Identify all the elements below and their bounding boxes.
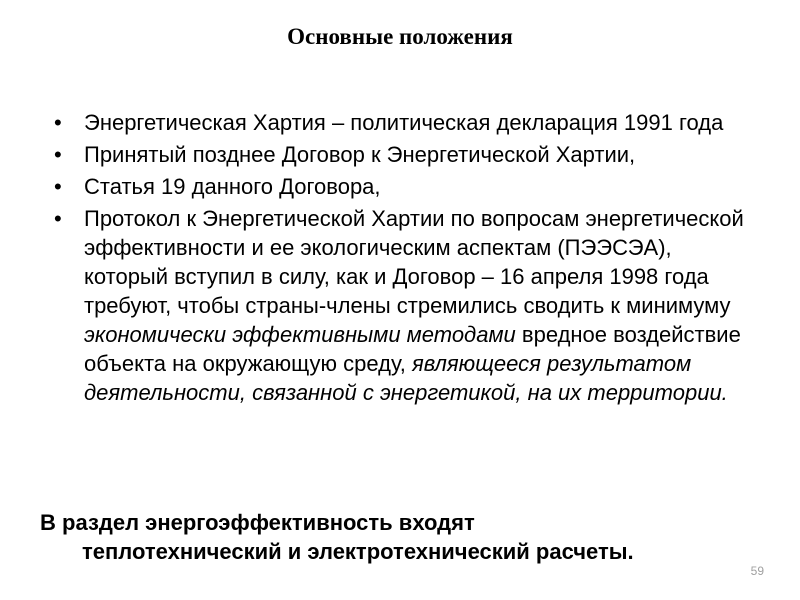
bullet-marker: • (54, 110, 62, 135)
list-item (48, 108, 748, 137)
bullet-marker: • (54, 206, 62, 231)
conclusion-text (40, 508, 760, 566)
slide-title: Основные положения (287, 24, 513, 49)
bullet-text-part: Протокол к Энергетической Хартии по вопросам энергетической эффективности и ее экологическим аспектам (ПЭЭСЭА), который вступил в силу, как и Договор – 16 апреля 1998 года требуют, чтобы страны-члены стремились сводить к минимуму (84, 206, 744, 318)
bullet-italic-text: экономически эффективными методами (84, 322, 516, 347)
page-number: 59 (750, 564, 764, 578)
conclusion-line-1: В раздел энергоэффективность входят (40, 510, 475, 535)
bullet-text: Принятый позднее Договор к Энергетической Хартии, (84, 142, 636, 167)
bullet-list (48, 108, 748, 410)
list-item (48, 204, 748, 407)
bullet-text: Энергетическая Хартия – политическая декларация 1991 года (84, 110, 724, 135)
bullet-text: Статья 19 данного Договора, (84, 174, 381, 199)
list-item (48, 140, 748, 169)
list-item (48, 172, 748, 201)
bullet-marker: • (54, 174, 62, 199)
conclusion-line-2: теплотехнический и электротехнический расчеты. (82, 539, 634, 564)
bullet-text-part: вредное воздействие объекта на окружающую среду, (84, 322, 741, 376)
bullet-marker: • (54, 142, 62, 167)
bullet-italic-text: являющееся результатом деятельности, связанной с энергетикой, на их территории. (84, 351, 728, 405)
